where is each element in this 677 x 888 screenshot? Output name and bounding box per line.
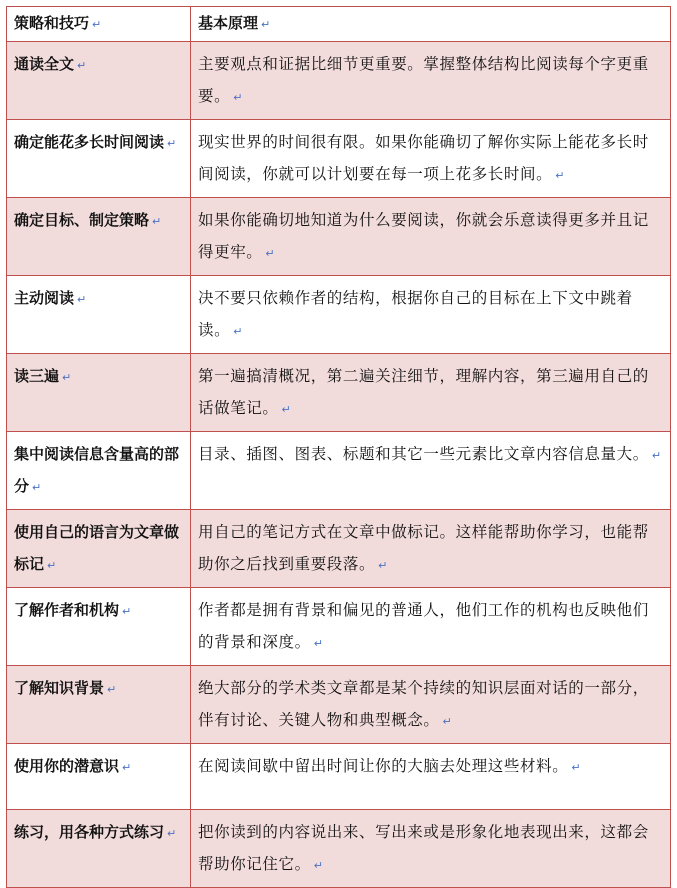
paragraph-mark-icon: ↵ [261, 18, 271, 31]
principle-text: 如果你能确切地知道为什么要阅读，你就会乐意读得更多并且记得更牢。 [198, 211, 649, 261]
principle-cell [191, 744, 671, 810]
strategy-text: 了解作者和机构 [14, 601, 120, 619]
paragraph-mark-icon: ↵ [233, 91, 244, 104]
strategy-text: 通读全文 [14, 55, 75, 73]
paragraph-mark-icon: ↵ [122, 605, 132, 618]
strategy-table-container [6, 6, 670, 888]
strategy-text: 练习，用各种方式练习 [14, 823, 165, 841]
paragraph-mark-icon: ↵ [47, 559, 57, 572]
paragraph-mark-icon: ↵ [233, 325, 244, 338]
table-row [7, 432, 671, 510]
strategy-text: 确定能花多长时间阅读 [14, 133, 165, 151]
paragraph-mark-icon: ↵ [92, 18, 102, 31]
table-row [7, 354, 671, 432]
paragraph-mark-icon: ↵ [313, 859, 324, 872]
principle-cell [191, 810, 671, 888]
strategy-cell [7, 744, 191, 810]
strategy-text: 了解知识背景 [14, 679, 105, 697]
paragraph-mark-icon: ↵ [152, 215, 162, 228]
principle-cell [191, 354, 671, 432]
paragraph-mark-icon: ↵ [77, 293, 87, 306]
principle-text: 主要观点和证据比细节更重要。掌握整体结构比阅读每个字更重要。 [198, 55, 649, 105]
paragraph-mark-icon: ↵ [442, 715, 453, 728]
strategy-text: 使用你的潜意识 [14, 757, 120, 775]
paragraph-mark-icon: ↵ [651, 449, 662, 462]
paragraph-mark-icon: ↵ [32, 481, 42, 494]
principle-cell [191, 588, 671, 666]
table-row [7, 42, 671, 120]
reading-strategies-table [6, 6, 671, 888]
principle-text: 决不要只依赖作者的结构，根据你自己的目标在上下文中跳着读。 [198, 289, 633, 339]
strategy-cell [7, 276, 191, 354]
paragraph-mark-icon: ↵ [281, 403, 292, 416]
strategy-cell [7, 810, 191, 888]
strategy-text: 确定目标、制定策略 [14, 211, 150, 229]
paragraph-mark-icon: ↵ [265, 247, 276, 260]
table-row [7, 666, 671, 744]
paragraph-mark-icon: ↵ [378, 559, 388, 572]
principle-cell [191, 666, 671, 744]
principle-text: 把你读到的内容说出来、写出来或是形象化地表现出来，这都会帮助你记住它。 [198, 823, 649, 873]
principle-text: 用自己的笔记方式在文章中做标记。这样能帮助你学习，也能帮助你之后找到重要段落。 [198, 523, 649, 573]
principle-cell [191, 432, 671, 510]
principle-cell [191, 120, 671, 198]
principle-text: 现实世界的时间很有限。如果你能确切了解你实际上能花多长时间阅读，你就可以计划要在每一项上花多长时间。 [198, 133, 649, 183]
table-row [7, 120, 671, 198]
table-header-row [7, 7, 671, 42]
strategy-cell [7, 432, 191, 510]
principle-cell [191, 198, 671, 276]
paragraph-mark-icon: ↵ [122, 761, 132, 774]
paragraph-mark-icon: ↵ [167, 827, 177, 840]
principle-text: 第一遍搞清概况，第二遍关注细节，理解内容，第三遍用自己的话做笔记。 [198, 367, 649, 417]
strategy-text: 集中阅读信息含量高的部分 [14, 445, 180, 495]
strategy-cell [7, 510, 191, 588]
header-principle-cell [191, 7, 671, 42]
principle-text: 目录、插图、图表、标题和其它一些元素比文章内容信息量大。 [198, 445, 649, 463]
strategy-text: 使用自己的语言为文章做标记 [14, 523, 180, 573]
header-strategy-cell [7, 7, 191, 42]
paragraph-mark-icon: ↵ [107, 683, 117, 696]
table-row [7, 588, 671, 666]
strategy-text: 读三遍 [14, 367, 60, 385]
principle-text: 作者都是拥有背景和偏见的普通人，他们工作的机构也反映他们的背景和深度。 [198, 601, 649, 651]
paragraph-mark-icon: ↵ [77, 59, 87, 72]
strategy-text: 主动阅读 [14, 289, 75, 307]
strategy-cell [7, 666, 191, 744]
table-row [7, 276, 671, 354]
paragraph-mark-icon: ↵ [167, 137, 177, 150]
table-row [7, 744, 671, 810]
principle-text: 在阅读间歇中留出时间让你的大脑去处理这些材料。 [198, 757, 569, 775]
header-strategy-label: 策略和技巧 [14, 14, 90, 32]
strategy-cell [7, 42, 191, 120]
principle-cell [191, 510, 671, 588]
principle-text: 绝大部分的学术类文章都是某个持续的知识层面对话的一部分，伴有讨论、关键人物和典型概念。 [198, 679, 649, 729]
strategy-cell [7, 120, 191, 198]
paragraph-mark-icon: ↵ [555, 169, 566, 182]
strategy-cell [7, 198, 191, 276]
paragraph-mark-icon: ↵ [62, 371, 72, 384]
paragraph-mark-icon: ↵ [571, 761, 582, 774]
strategy-cell [7, 354, 191, 432]
table-row [7, 810, 671, 888]
principle-cell [191, 42, 671, 120]
header-principle-label: 基本原理 [198, 14, 259, 32]
paragraph-mark-icon: ↵ [313, 637, 324, 650]
table-row [7, 510, 671, 588]
principle-cell [191, 276, 671, 354]
table-row [7, 198, 671, 276]
strategy-cell [7, 588, 191, 666]
